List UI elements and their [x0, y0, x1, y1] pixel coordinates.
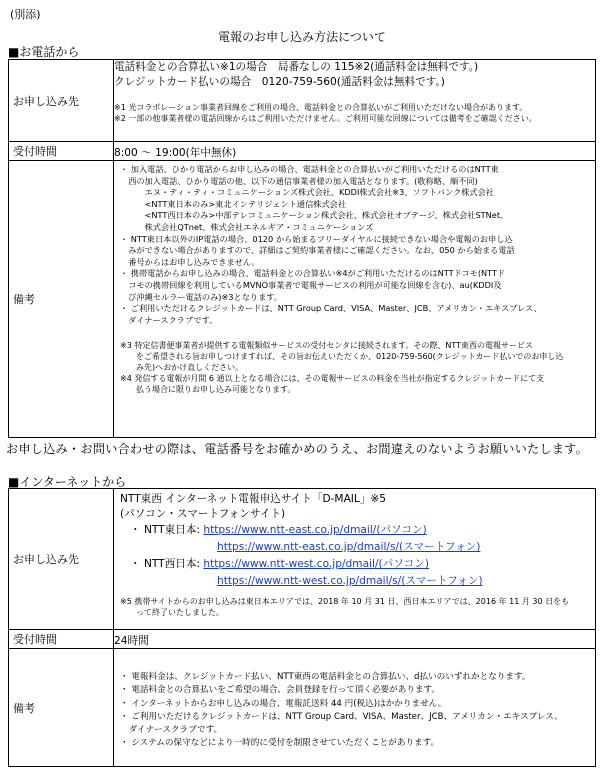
- internet-note-line: ・ システムの保守などにより一時的に受付を制限させていただくことがあります。: [120, 738, 440, 749]
- phone-footnote-line: 払う場合に限りお申し込み可能となります。: [120, 385, 296, 395]
- phone-hours-value: 8:00 〜 19:00(年中無休): [114, 142, 596, 161]
- internet-note-line: ダイナースクラブです。: [120, 725, 223, 736]
- phone-note-line: ・ ご利用いただけるクレジットカードは、NTT Group Card、VISA、Master、JCB、アメリカン・エキスプレス、: [120, 303, 542, 314]
- phone-apply-line-1: 電話料金との合算払い※1の場合 局番なしの 115※2(通話料金は無料です。): [114, 61, 479, 73]
- phone-notes-cell: [114, 161, 596, 438]
- phone-note-line: び沖縄セルラー電話のみ)※3となります。: [120, 291, 282, 302]
- phone-apply-note-2: ※2 一部の他事業者様の電話回線からはご利用いただけません。ご利用可能な回線については備考をご確認ください。: [114, 114, 537, 123]
- phone-table: [8, 59, 596, 438]
- internet-note-line: ・ ご利用いただけるクレジットカードは、NTT Group Card、VISA、Master、JCB、アメリカン・エキスプレス、: [120, 711, 563, 722]
- internet-apply-note: ※5 携帯サイトからのお申し込みは東日本エリアでは、2018 年 10 月 31 日、西日本エリアでは、2016 年 11 月 30 日をも: [120, 597, 570, 606]
- dmail-site-sub: (パソコン・スマートフォンサイト): [120, 508, 286, 520]
- phone-note-line: <NTT西日本のみ>中部テレコミュニケーション株式会社、株式会社オプテージ、株式会社STNet、: [120, 210, 509, 221]
- dmail-site-name: NTT東西 インターネット電報申込サイト「D-MAIL」※5: [120, 493, 387, 505]
- east-pc-link[interactable]: https://www.ntt-east.co.jp/dmail/(パソコン): [203, 524, 427, 536]
- phone-note-line: みができない場合がありますので、詳細はご契約事業者様にご確認ください。なお、050 から始まる電話: [120, 245, 515, 256]
- internet-table: [8, 488, 596, 767]
- phone-note-line: ・ NTT東日本以外のIP電話の場合、0120 から始まるフリーダイヤルに接続できない場合や電報のお申し込: [120, 233, 513, 244]
- phone-footnote-line: をご希望される旨お申しつけますれば、その旨お伝えいただくか、0120-759-560(クレジットカード払いでのお申し込: [120, 352, 564, 362]
- phone-apply-cell: [114, 60, 596, 142]
- internet-notes-cell: [114, 649, 596, 767]
- east-sp-link[interactable]: https://www.ntt-east.co.jp/dmail/s/(スマートフォン): [217, 541, 481, 553]
- phone-note-line: <NTT東日本のみ>東北インテリジェント通信株式会社: [120, 198, 347, 209]
- phone-apply-label: お申し込み先: [9, 60, 114, 142]
- east-label: ・ NTT東日本:: [130, 524, 200, 536]
- phone-note-line: 番号からはお申し込みできません。: [120, 256, 260, 267]
- phone-note-line: ダイナースクラブです。: [120, 314, 218, 325]
- page-title: 電報のお申し込み方法について: [218, 30, 386, 44]
- phone-apply-line-2: クレジットカード払いの場合 0120-759-560(通話料金は無料です。): [114, 76, 445, 88]
- internet-note-line: ・ 電報料金は、クレジットカード払い、NTT東西の電話料金との合算払い、d払いのいずれかとなります。: [120, 672, 531, 682]
- phone-footnote-line: ※4 発信する電報が月間 6 通以上となる場合には、その電報サービスの料金を当社が指定するクレジットカードにて支: [120, 374, 545, 384]
- internet-note-line: ・ インターネットからお申し込みの場合、電報託送料 44 円(税込)はかかりません。: [120, 698, 447, 709]
- internet-apply-note: って終了いたしました。: [120, 608, 224, 617]
- phone-note-line: ・ 加入電話、ひかり電話からお申し込みの場合、電話料金との合算払いがご利用いただけるのはNTT東: [120, 164, 499, 174]
- west-sp-link[interactable]: https://www.ntt-west.co.jp/dmail/s/(スマートフォン): [217, 575, 483, 587]
- internet-apply-cell: [114, 489, 596, 630]
- phone-note-line: エヌ・ティ・ティ・コミュニケーションズ株式会社、KDDI株式会社※3、ソフトバンク株式会社: [120, 187, 494, 198]
- internet-notes-label: 備考: [9, 649, 114, 767]
- phone-note-line: 株式会社QTnet、株式会社エネルギア・コミュニケーションズ: [120, 221, 374, 232]
- internet-note-line: ・ 電話料金との合算払いをご希望の場合、会員登録を行って頂く必要があります。: [120, 685, 441, 696]
- internet-hours-label: 受付時間: [9, 630, 114, 649]
- phone-note-line: ・ 携帯電話からお申し込みの場合、電話料金との合算払い※4がご利用いただけるのはNTTドコモ(NTTド: [120, 268, 506, 279]
- phone-note-line: 西の加入電話、ひかり電話の他、以下の通信事業者様の加入電話となります。(敬称略、順不同): [120, 175, 478, 186]
- phone-section-heading: ■お電話から: [8, 45, 80, 59]
- west-pc-link[interactable]: https://www.ntt-west.co.jp/dmail/(パソコン): [203, 558, 429, 570]
- attachment-label: (別添): [10, 8, 41, 21]
- internet-apply-label: お申し込み先: [9, 489, 114, 630]
- phone-footnote-line: み先)へおかけ直しください。: [120, 363, 244, 373]
- phone-hours-label: 受付時間: [9, 142, 114, 161]
- closing-message: お申し込み・お問い合わせの際は、電話番号をお確かめのうえ、お間違えのないようお願いいたします。: [6, 442, 588, 456]
- phone-notes-label: 備考: [9, 161, 114, 438]
- phone-note-line: コモの携帯回線を利用しているMVNO事業者で電報サービスの利用が可能な回線を含む)、au(KDDI及: [120, 279, 502, 290]
- phone-apply-note-1: ※1 光コラボレーション事業者回線をご利用の場合、電話料金との合算払いがご利用いただけない場合があります。: [114, 103, 528, 112]
- internet-section-heading: ■インターネットから: [8, 475, 127, 489]
- west-label: ・ NTT西日本:: [130, 558, 200, 570]
- phone-footnote-line: ※3 特定信書便事業者が提供する電報類似サービスの受付センタに接続されます。その際、NTT東西の電報サービス: [120, 341, 533, 351]
- internet-hours-value: 24時間: [114, 630, 596, 649]
